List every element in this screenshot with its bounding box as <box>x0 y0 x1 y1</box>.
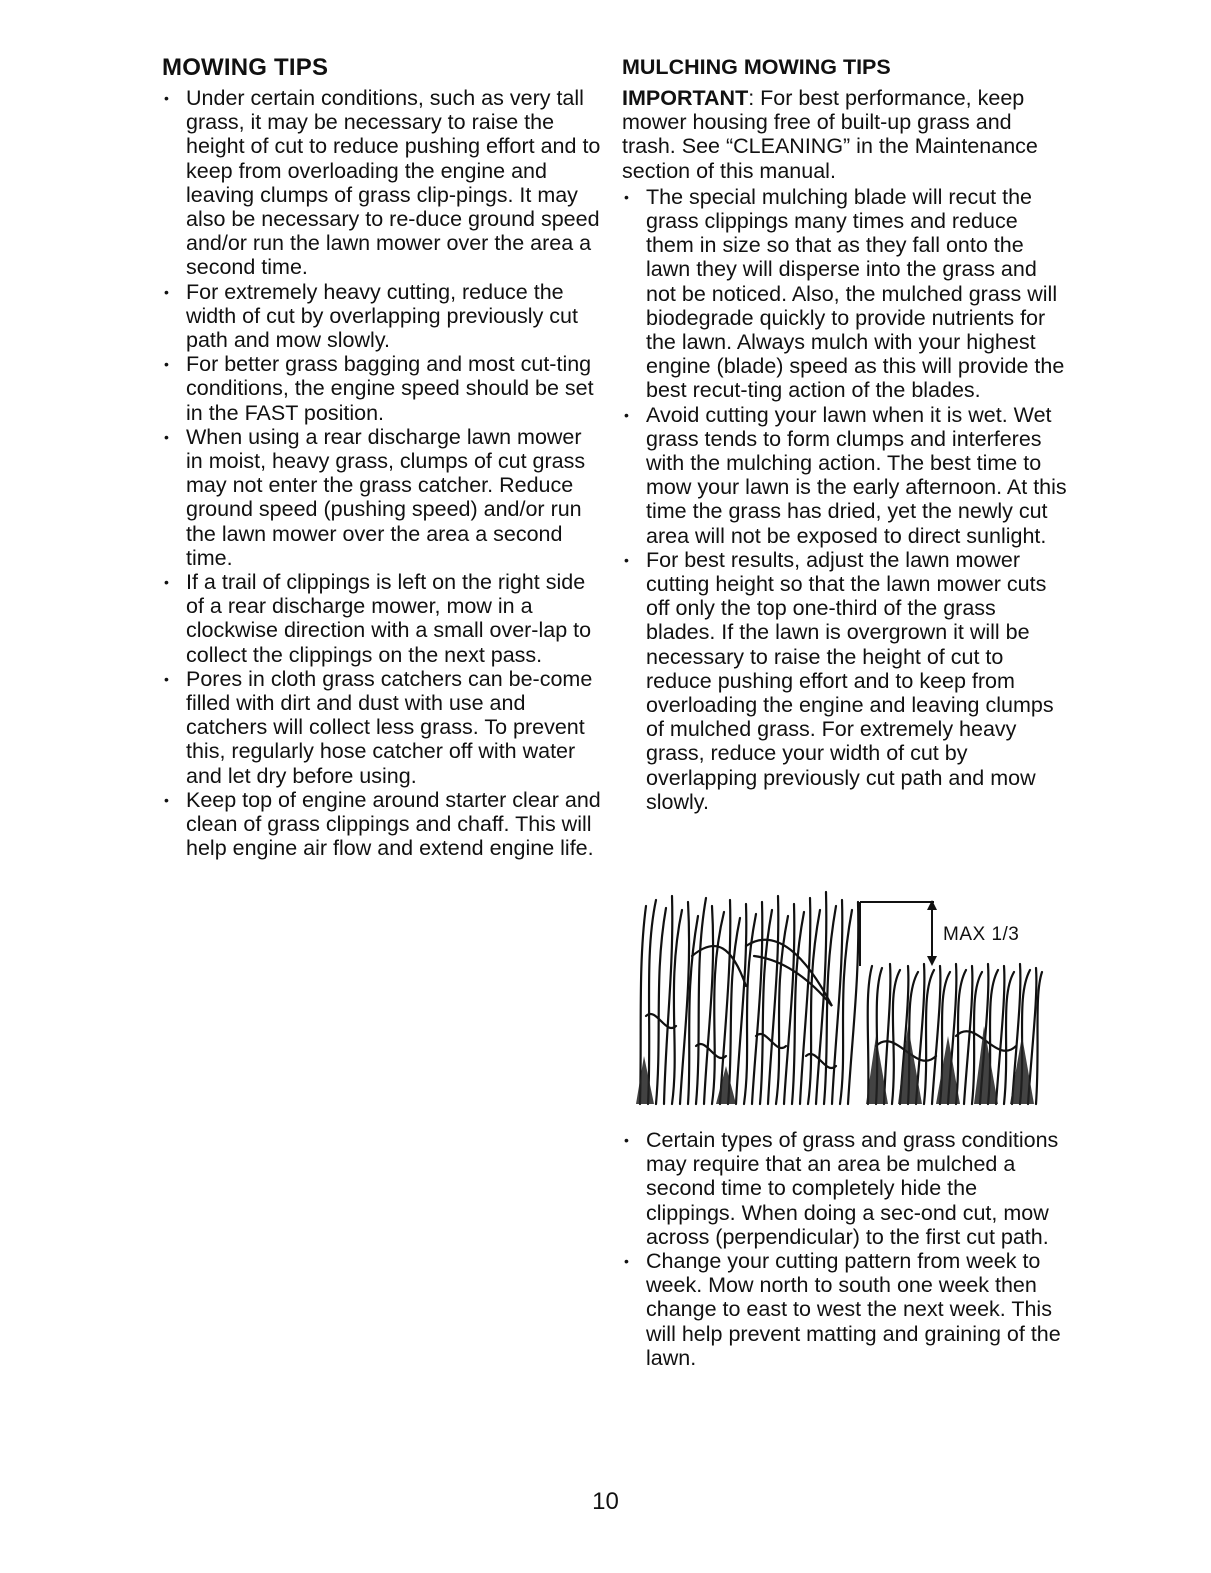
list-item: • Avoid cutting your lawn when it is wet. Wet grass tends to form clumps and interferes with the mulching action. The best time to mow your lawn is the early afternoon. At this time the grass has dried, yet the newly cut area will not be exposed to direct sunlight. <box>622 403 1067 548</box>
mulching-tips-lower <box>622 1128 1067 1370</box>
arrow-down-head <box>927 956 937 966</box>
list-item: • Under certain conditions, such as very tall grass, it may be necessary to raise the height of cut to reduce pushing effort and to keep from overloading the engine and leaving clumps of grass clip-pings. It may also be necessary to re-duce ground speed and/or run the lawn mower over the area a second time. <box>162 86 602 280</box>
list-item: • Certain types of grass and grass conditions may require that an area be mulched a second time to completely hide the clippings. When doing a sec-ond cut, mow across (perpendicular) to the first cut path. <box>622 1128 1067 1249</box>
list-item: • Keep top of engine around starter clear and clean of grass clippings and chaff. This will help engine air flow and extend engine life. <box>162 788 602 861</box>
mulching-tips-list-lower <box>622 1128 1067 1370</box>
list-item: • When using a rear discharge lawn mower in moist, heavy grass, clumps of cut grass may not enter the grass catcher. Reduce ground speed (pushing speed) and/or run the lawn mower over the area a second time. <box>162 425 602 570</box>
list-item: • For best results, adjust the lawn mower cutting height so that the lawn mower cuts off only the top one-third of the grass blades. If the lawn is overgrown it will be necessary to raise the height of cut to reduce pushing effort and to keep from overloading the engine and leaving clumps of mulched grass. For extremely heavy grass, reduce your width of cut by overlapping previously cut path and mow slowly. <box>622 548 1067 814</box>
mulching-tips-heading: MULCHING MOWING TIPS <box>622 55 891 79</box>
important-text: : For best performance, keep mower housing free of built-up grass and trash. See “CLEANING” in the Maintenance section of this manual. <box>622 86 1038 183</box>
list-item: • For extremely heavy cutting, reduce the width of cut by overlapping previously cut path and mow slowly. <box>162 280 602 353</box>
mulching-tips-list <box>622 185 1067 814</box>
grass-height-illustration <box>636 886 1046 1106</box>
list-item: • Pores in cloth grass catchers can be-come filled with dirt and dust with use and catchers will collect less grass. To prevent this, regularly hose catcher off with water and let dry before using. <box>162 667 602 788</box>
important-note <box>622 86 1067 183</box>
list-item: • The special mulching blade will recut the grass clippings many times and reduce them in size so that as they fall onto the lawn they will disperse into the grass and not be noticed. Also, the mulched grass will biodegrade quickly to provide nutrients for the lawn. Always mulch with your highest engine (blade) speed as this will provide the best recut-ting action of the blades. <box>622 185 1067 403</box>
mowing-tips-section <box>162 54 602 861</box>
grass-drawing <box>636 886 1046 1106</box>
list-item: • Change your cutting pattern from week to week. Mow north to south one week then change to east to west the next week. This will help prevent matting and graining of the lawn. <box>622 1249 1067 1370</box>
mulching-tips-section <box>622 54 1067 814</box>
page-number: 10 <box>592 1488 619 1515</box>
mowing-tips-heading: MOWING TIPS <box>162 54 329 81</box>
mowing-tips-list <box>162 86 602 861</box>
max-one-third-label: MAX 1/3 <box>943 924 1020 945</box>
list-item: • For better grass bagging and most cut-ting conditions, the engine speed should be set in the FAST position. <box>162 352 602 425</box>
list-item: • If a trail of clippings is left on the right side of a rear discharge mower, mow in a clockwise direction with a small over-lap to collect the clippings on the next pass. <box>162 570 602 667</box>
important-label: IMPORTANT <box>622 86 749 110</box>
